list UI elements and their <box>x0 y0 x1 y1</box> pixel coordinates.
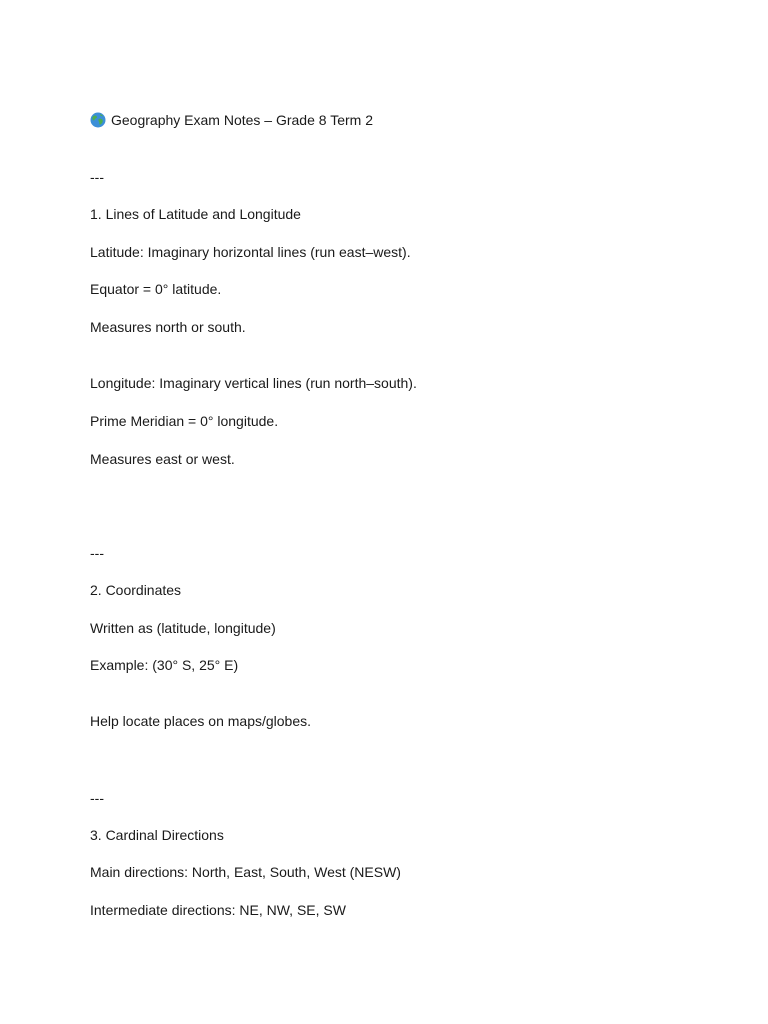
globe-icon <box>90 112 106 128</box>
divider-text: --- <box>90 545 104 561</box>
paragraph-measures-north-south: Measures north or south. <box>90 319 246 335</box>
divider-text: --- <box>90 790 104 806</box>
paragraph-written-as: Written as (latitude, longitude) <box>90 620 276 636</box>
paragraph-equator: Equator = 0° latitude. <box>90 281 222 297</box>
paragraph-main-directions: Main directions: North, East, South, West (NESW) <box>90 864 401 880</box>
divider-text: --- <box>90 169 104 185</box>
paragraph-prime-meridian: Prime Meridian = 0° longitude. <box>90 413 279 429</box>
section-heading-cardinal-directions: 3. Cardinal Directions <box>90 827 224 843</box>
paragraph-longitude: Longitude: Imaginary vertical lines (run north–south). <box>90 375 417 391</box>
paragraph-measures-east-west: Measures east or west. <box>90 451 235 467</box>
paragraph-intermediate-directions: Intermediate directions: NE, NW, SE, SW <box>90 902 346 918</box>
paragraph-example: Example: (30° S, 25° E) <box>90 657 239 673</box>
section-heading-coordinates: 2. Coordinates <box>90 582 182 598</box>
section-heading-latitude-longitude: 1. Lines of Latitude and Longitude <box>90 206 301 222</box>
title-text: Geography Exam Notes – Grade 8 Term 2 <box>111 112 373 128</box>
paragraph-help-locate: Help locate places on maps/globes. <box>90 713 312 729</box>
document-title <box>90 111 373 129</box>
paragraph-latitude: Latitude: Imaginary horizontal lines (run east–west). <box>90 244 411 260</box>
